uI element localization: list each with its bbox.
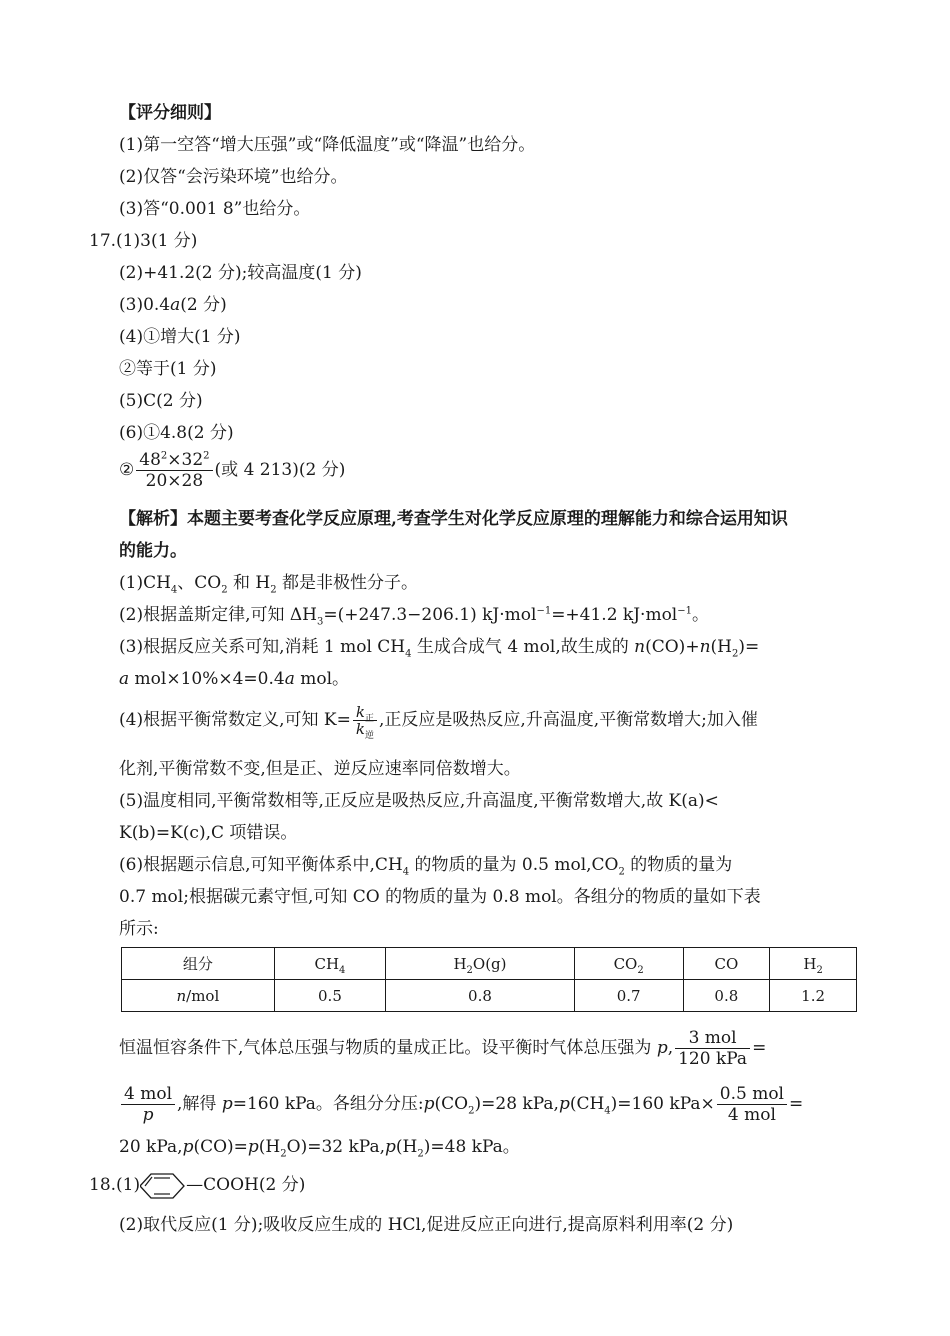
analysis-p3-line1: (3)根据反应关系可知,消耗 1 mol $CH_4$ 生成合成气 4 mol,故生成的 $n(CO)+n(H_2)=$ bbox=[119, 637, 760, 660]
q17-answer-6-1: (6)①4.8(2 分) bbox=[119, 423, 234, 443]
table-cell: 0.5 bbox=[274, 980, 385, 1012]
q17-answer-5: (5)C(2 分) bbox=[119, 391, 203, 411]
q17-answer-4-2: ②等于(1 分) bbox=[119, 359, 217, 379]
analysis-p2: (2)根据盖斯定律,可知 $\Delta H_3=(+247.3-206.1)$ kJ·mol$^{-1}$=+41.2 kJ·mol$^{-1}$。 bbox=[119, 605, 709, 628]
analysis-p5-line1: (5)温度相同,平衡常数相等,正反应是吸热反应,升高温度,平衡常数增大,故 K(a)< bbox=[119, 791, 719, 811]
analysis-intro-2: 的能力。 bbox=[119, 541, 187, 561]
table-header-cell: $H_2O(g)$ bbox=[386, 948, 575, 980]
analysis-p6-line1: (6)根据题示信息,可知平衡体系中$,CH_4$ 的物质的量为 0.5 $mol,CO_2$ 的物质的量为 bbox=[119, 855, 733, 878]
analysis-intro-1: 【解析】本题主要考查化学反应原理,考查学生对化学反应原理的理解能力和综合运用知识 bbox=[119, 509, 788, 529]
q17-answer-6-2: ② $\frac{48^2\times 32^2}{20\times 28}$ (或 4 213)(2 分) bbox=[119, 450, 346, 491]
analysis-p1: $(1)CH_4$、$CO_2$ 和 $H_2$ 都是非极性分子。 bbox=[119, 573, 419, 596]
analysis-heading: 【解析】 bbox=[119, 509, 187, 529]
analysis-p3-line2: a mol×10%×4=0.4a mol。 bbox=[119, 669, 350, 689]
table-cell: 0.8 bbox=[386, 980, 575, 1012]
table-cell: 0.7 bbox=[574, 980, 683, 1012]
table-header-cell: $H_2$ bbox=[770, 948, 857, 980]
analysis-p6-line3: 所示: bbox=[119, 919, 159, 939]
analysis-p4-line2: 化剂,平衡常数不变,但是正、逆反应速率同倍数增大。 bbox=[119, 759, 521, 779]
scoring-item-2: (2)仅答“会污染环境”也给分。 bbox=[119, 167, 348, 187]
q18-answer-1: 18.(1) —COOH(2 分) bbox=[89, 1170, 305, 1201]
scoring-item-1: (1)第一空答“增大压强”或“降低温度”或“降温”也给分。 bbox=[119, 135, 536, 155]
analysis-p7-line3: 20 $kPa,p(CO)=p(H_2O)=32$ $kPa,p(H_2)=48$ kPa。 bbox=[119, 1137, 520, 1160]
scoring-item-3: (3)答“0.001 8”也给分。 bbox=[119, 199, 311, 219]
table-header-cell: $CO_2$ bbox=[574, 948, 683, 980]
fraction-3mol-120kpa: $\frac{\text{3 mol}}{\text{120 kPa}}$ bbox=[675, 1028, 750, 1069]
q17-answer-4-1: (4)①增大(1 分) bbox=[119, 327, 241, 347]
analysis-p4-line1: (4)根据平衡常数定义,可知 K= $\frac{k_正}{k_逆}$ ,正反应是吸热反应,升高温度,平衡常数增大;加入催 bbox=[119, 703, 758, 741]
q17-answer-3: (3)0.4a(2 分) bbox=[119, 295, 227, 315]
table-cell: 0.8 bbox=[683, 980, 770, 1012]
table-row bbox=[122, 980, 857, 1012]
mole-table bbox=[121, 947, 857, 1012]
benzene-ring-icon bbox=[140, 1171, 186, 1201]
fraction-4mol-p: $\frac{\text{4 mol}}{p}$ bbox=[121, 1084, 175, 1125]
table-header-cell: CO bbox=[683, 948, 770, 980]
q18-answer-2: (2)取代反应(1 分);吸收反应生成的 HCl,促进反应正向进行,提高原料利用率(2 分) bbox=[119, 1215, 734, 1235]
table-header-cell: 组分 bbox=[122, 948, 275, 980]
analysis-p6-line2: 0.7 mol;根据碳元素守恒,可知 CO 的物质的量为 0.8 mol。各组分的物质的量如下表 bbox=[119, 887, 761, 907]
q17-answer-1: 17.(1)3(1 分) bbox=[89, 231, 198, 251]
analysis-p7-line2: $\frac{\text{4 mol}}{p}$ ,解得 p=160 kPa。各组分分压$:p(CO_2)=28$ $kPa,p(CH_4)=160$ kPa× $\frac{\text{0.5 mol}}{\text{4 mol}}$ = bbox=[119, 1082, 803, 1126]
q17-number: 17. bbox=[89, 231, 117, 251]
scoring-heading: 【评分细则】 bbox=[119, 103, 221, 123]
q17-fraction: $\frac{48^2\times 32^2}{20\times 28}$ bbox=[136, 450, 212, 491]
k-fraction: $\frac{k_正}{k_逆}$ bbox=[353, 704, 377, 737]
q18-number: 18. bbox=[89, 1175, 117, 1195]
table-row-label: n/mol bbox=[122, 980, 275, 1012]
table-cell: 1.2 bbox=[770, 980, 857, 1012]
analysis-p7-line1: 恒温恒容条件下,气体总压强与物质的量成正比。设平衡时气体总压强为 p, $\frac{\text{3 mol}}{\text{120 kPa}}$ = bbox=[119, 1028, 767, 1069]
table-header-cell: $CH_4$ bbox=[274, 948, 385, 980]
q17-answer-2: (2)+41.2(2 分);较高温度(1 分) bbox=[119, 263, 362, 283]
table-header-row bbox=[122, 948, 857, 980]
analysis-p5-line2: K(b)=K(c),C 项错误。 bbox=[119, 823, 298, 843]
fraction-05mol-4mol: $\frac{\text{0.5 mol}}{\text{4 mol}}$ bbox=[717, 1084, 787, 1125]
